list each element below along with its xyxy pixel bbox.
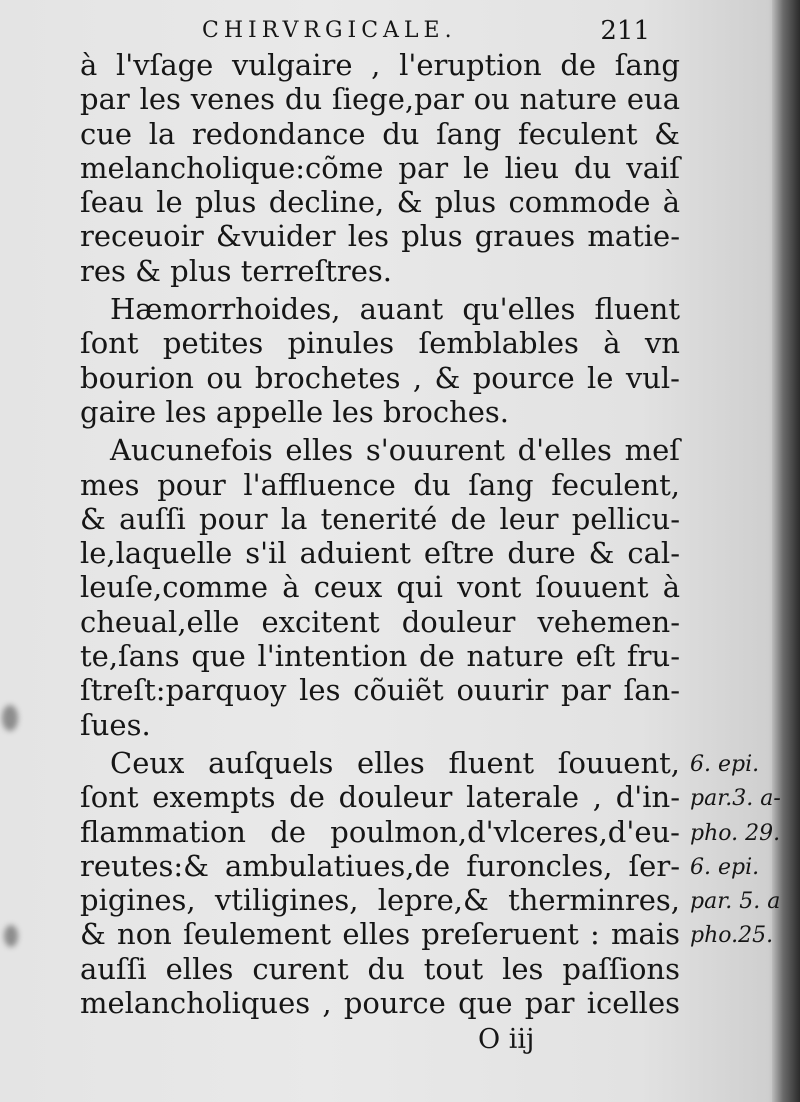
ink-stain	[2, 705, 18, 731]
text-line: à l'vſage vulgaire , l'eruption de ſang	[80, 48, 680, 82]
margin-note: 6. epi.	[690, 752, 760, 777]
text-line: & non ſeulement elles preſeruent : mais	[80, 917, 680, 952]
margin-notes	[690, 748, 800, 954]
text-line: par les venes du ſiege,par ou nature eua	[80, 82, 680, 117]
text-line: leuſe,comme à ceux qui vont ſouuent à	[80, 570, 680, 605]
text-line: ſont exempts de douleur laterale , d'in-	[80, 780, 680, 815]
main-text	[80, 48, 680, 1020]
paragraph	[80, 48, 680, 288]
text-line: auſſi elles curent du tout les paſſions	[80, 951, 680, 986]
text-line: mes pour l'affluence du ſang feculent,	[80, 467, 680, 502]
text-line: ſtreſt:parquoy les cõuiẽt ouurir par ſan-	[80, 673, 680, 708]
text-line: cheual,elle excitent douleur vehemen-	[80, 604, 680, 639]
text-line: Aucunefois elles s'ouurent d'elles meſ	[110, 433, 680, 468]
margin-note: pho.25.	[690, 923, 774, 949]
text-line: res & plus terreſtres.	[80, 253, 392, 288]
ink-stain	[4, 925, 18, 947]
text-line: receuoir &vuider les plus graues matie-	[80, 219, 680, 254]
margin-note: 6. epi.	[690, 854, 760, 880]
running-title: CHIRVRGICALE.	[202, 18, 457, 43]
text-line: flammation de poulmon,d'vlceres,d'eu-	[80, 814, 680, 849]
page-header	[190, 18, 650, 48]
text-line: bourion ou brochetes , & pource le vul-	[80, 360, 680, 395]
paragraph	[80, 433, 680, 742]
text-line: melancholique:cõme par le lieu du vaiſ	[80, 150, 680, 185]
text-line: Ceux auſquels elles fluent ſouuent,	[110, 745, 680, 780]
text-line: ſont petites pinules ſemblables à vn	[80, 326, 680, 361]
text-line: & auſſi pour la tenerité de leur pellicu-	[80, 501, 680, 536]
text-line: pigines, vtiligines, lepre,& therminres,	[80, 883, 680, 918]
text-line: reutes:& ambulatiues,de furoncles, ſer-	[80, 848, 680, 883]
margin-note: par.3. a-	[690, 786, 781, 812]
text-line: melancholiques , pource que par icelles	[80, 986, 680, 1021]
text-line: le,laquelle s'il aduient eſtre dure & cal-	[80, 536, 680, 571]
text-line: gaire les appelle les broches.	[80, 394, 510, 429]
page-number: 211	[600, 16, 650, 46]
text-line: ſeau le plus decline, & plus commode à	[80, 185, 680, 220]
text-line: ſues.	[80, 707, 151, 742]
margin-note: pho. 29.	[690, 820, 781, 846]
text-line: te,ſans que l'intention de nature eſt fru-	[80, 639, 680, 674]
margin-note: par. 5. a	[690, 889, 781, 915]
signature-mark: O iij	[478, 1024, 535, 1055]
paragraph	[80, 292, 680, 429]
text-line: cue la redondance du ſang feculent &	[80, 116, 680, 151]
text-line: Hæmorrhoides, auant qu'elles fluent	[110, 292, 680, 327]
paragraph	[80, 746, 680, 1020]
